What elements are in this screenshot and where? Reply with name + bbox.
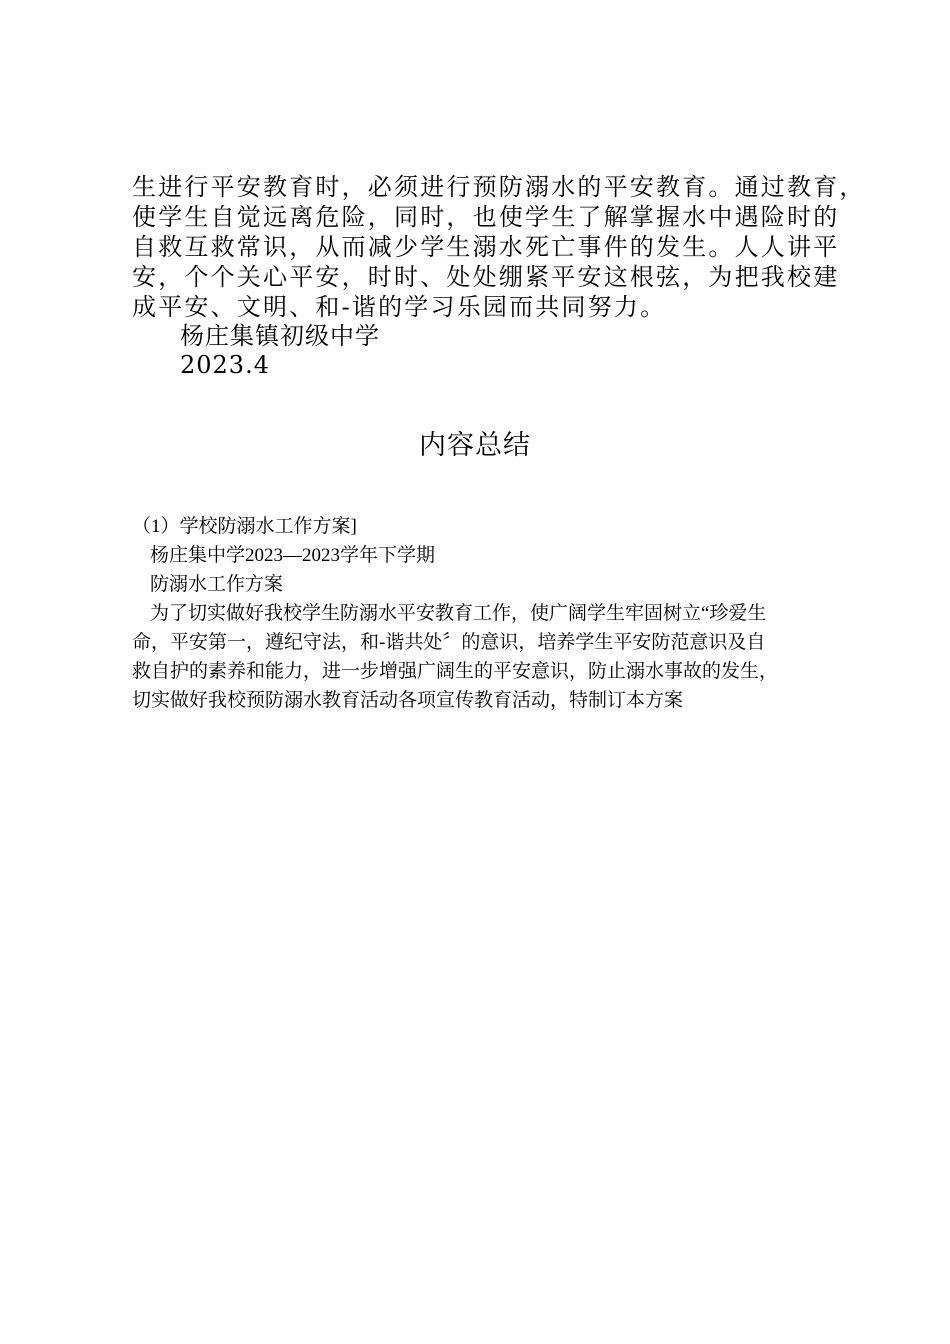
signature-school: 杨庄集镇初级中学: [180, 322, 380, 350]
summary-line: （1）学校防溺水工作方案]: [132, 516, 357, 537]
summary-line: 切实做好我校预防溺水教育活动各项宣传教育活动，特制订本方案: [132, 690, 684, 711]
summary-heading: 内容总结: [419, 430, 531, 461]
letter-line: 使学生自觉远离危险，同时，也使学生了解掌握水中遇险时的: [132, 203, 840, 231]
letter-body: [132, 172, 866, 380]
summary-line: 命，平安第一，遵纪守法，和-谐共处〞的意识，培养学生平安防范意识及自: [132, 632, 766, 653]
summary-body: [132, 512, 832, 715]
summary-line: 为了切实做好我校学生防溺水平安教育工作，使广阔学生牢固树立“珍爱生: [150, 603, 767, 624]
summary-line: 杨庄集中学2023—2023学年下学期: [150, 545, 436, 566]
summary-line: 防溺水工作方案: [150, 574, 284, 595]
letter-line: 安，个个关心平安，时时、处处绷紧平安这根弦，为把我校建: [132, 263, 840, 291]
letter-line: 成平安、文明、和-谐的学习乐园而共同努力。: [132, 293, 667, 321]
signature-date: 2023.4: [180, 351, 270, 379]
letter-line: 生进行平安教育时，必须进行预防溺水的平安教育。通过教育，: [132, 173, 866, 201]
letter-line: 自救互救常识，从而减少学生溺水死亡事件的发生。人人讲平: [132, 233, 840, 261]
summary-line: 救自护的素养和能力，进一步增强广阔生的平安意识，防止溺水事故的发生，: [132, 661, 779, 682]
